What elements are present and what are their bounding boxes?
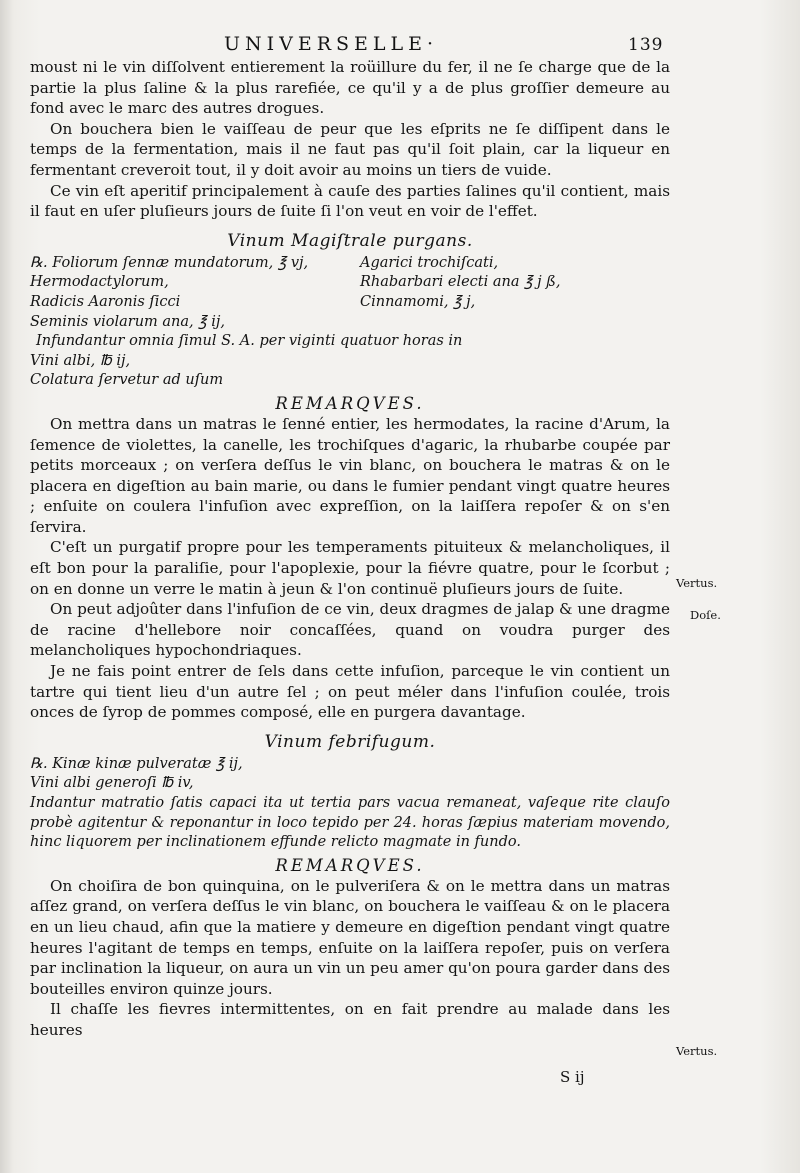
- recipe-block: [30, 755, 670, 853]
- recipe-title: Vinum febrifugum.: [264, 731, 436, 752]
- page-header: [0, 33, 800, 57]
- recipe-line: Vini albi, ℔ ij,: [30, 352, 131, 369]
- recipe-row: [30, 273, 670, 293]
- paragraph: moust ni le vin diſſolvent entierement la roüillure du fer, il ne ſe charge que de la partie la plus ſaline & la plus rarefiée, ce qu'il y a de plus groſſier demeure au fond avec le marc des autres drogues.: [30, 58, 670, 118]
- recipe-ingredient: ℞. Foliorum ſennæ mundatorum, ℥ vj,: [30, 254, 309, 271]
- recipe-row: [30, 293, 670, 313]
- paragraph: C'eſt un purgatif propre pour les temperaments pituiteux & melancholiques, il eſt bon pour la paraliſie, pour l'apoplexie, pour la fiévre quatre, pour le ſcorbut ; on en donne un verre le matin à jeun & l'on continuë pluſieurs jours de ſuite.: [30, 538, 670, 598]
- recipe-ingredient: Radicis Aaronis ſicci: [30, 293, 181, 310]
- recipe-block: [30, 254, 670, 391]
- paragraph: On peut adjoûter dans l'infuſion de ce vin, deux dragmes de jalap & une dragme de racine d'hellebore noir concaſſées, quand on voudra purger des melancholiques hypochondriaques.: [30, 600, 670, 660]
- remarques-heading: REMARQVES.: [275, 393, 425, 413]
- recipe-line: Colatura ſervetur ad uſum: [30, 372, 224, 389]
- margin-note-vertus: Vertus.: [676, 576, 718, 590]
- margin-note-dose: Doſe.: [690, 608, 721, 622]
- running-title: UNIVERSELLE·: [224, 33, 439, 55]
- recipe-ingredient: [360, 313, 670, 333]
- recipe-instructions: Indantur matratio ſatis capaci ita ut tertia pars vacua remaneat, vaſeque rite clauſo probè agitentur & reponantur in loco tepido per 24. horas ſæpius materiam movendo, hinc liquorem per inclinationem effunde relicto magmate in fundo.: [30, 795, 670, 851]
- page-body: [30, 57, 670, 1041]
- paragraph: Je ne fais point entrer de ſels dans cette infuſion, parceque le vin contient un tartre qui tient lieu d'un autre ſel ; on peut méler dans l'infuſion coulée, trois onces de ſyrop de pommes composé, elle en purgera davantage.: [30, 662, 670, 722]
- recipe-line: Infundantur omnia ſimul S. A. per viginti quatuor horas in: [36, 333, 463, 350]
- recipe-ingredient: Seminis violarum ana, ℥ ij,: [30, 313, 225, 330]
- recipe-ingredient: Cinnamomi, ℥ j,: [360, 293, 476, 310]
- paragraph: Ce vin eſt aperitif principalement à cauſe des parties ſalines qu'il contient, mais il faut en uſer pluſieurs jours de ſuite ſi l'on veut en voir de l'effet.: [30, 181, 670, 221]
- recipe-ingredient: Agarici trochiſcati,: [360, 254, 499, 271]
- page-number: 139: [628, 35, 664, 55]
- paragraph: On choiſira de bon quinquina, on le pulveriſera & on le mettra dans un matras aſſez grand, on verſera deſſus le vin blanc, on bouchera le vaiſſeau & on le placera en un lieu chaud, afin que la matiere y demeure en digeſtion pendant vingt quatre heures l'agitant de temps en temps, enſuite on la laiſſera repoſer, puis on verſera par inclination la liqueur, on aura un vin un peu amer qu'on poura garder dans des bouteilles environ quinze jours.: [30, 876, 670, 998]
- remarques-heading: REMARQVES.: [275, 855, 425, 875]
- signature-mark: S ij: [560, 1068, 585, 1086]
- recipe-title: Vinum Magiſtrale purgans.: [227, 230, 473, 251]
- paragraph: On bouchera bien le vaiſſeau de peur que les eſprits ne ſe diſſipent dans le temps de la fermentation, mais il ne faut pas qu'il ſoit plain, car la liqueur en fermentant creveroit tout, il y doit avoir au moins un tiers de vuide.: [30, 119, 670, 179]
- recipe-row: [30, 254, 670, 274]
- paragraph: On mettra dans un matras le ſenné entier, les hermodates, la racine d'Arum, la ſemence de violettes, la canelle, les trochiſques d'agaric, la rhubarbe coupée par petits morceaux ; on verſera deſſus le vin blanc, on bouchera le matras & on le placera en digeſtion au bain marie, ou dans le fumier pendant vingt quatre heures ; enſuite on coulera l'infuſion avec expreſſion, on la laiſſera repoſer & on s'en ſervira.: [30, 414, 670, 536]
- paragraph: Il chaſſe les fievres intermittentes, on en fait prendre au malade dans les heures: [30, 1000, 670, 1039]
- recipe-line: ℞. Kinæ kinæ pulveratæ ℥ ij,: [30, 755, 243, 772]
- recipe-ingredient: Rhabarbari electi ana ℥ j ß,: [360, 274, 561, 291]
- recipe-ingredient: Hermodactylorum,: [30, 274, 169, 291]
- recipe-line: Vini albi generoſi ℔ iv,: [30, 775, 194, 792]
- margin-note-vertus: Vertus.: [676, 1044, 718, 1058]
- recipe-row: [30, 313, 670, 333]
